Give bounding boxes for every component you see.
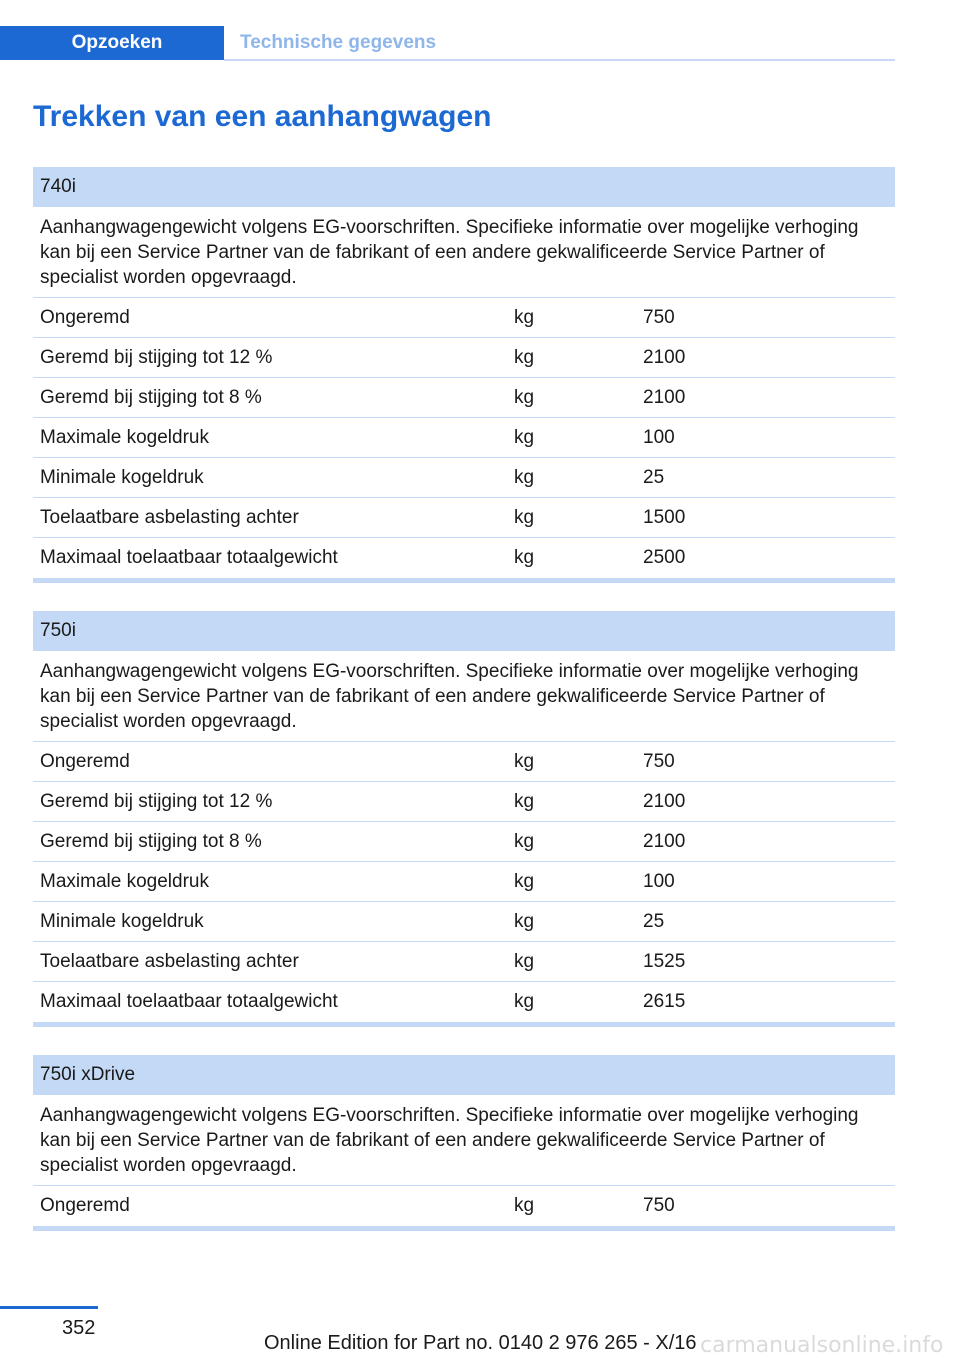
row-value: 750 <box>643 1195 675 1216</box>
table-row <box>33 538 895 578</box>
table-row <box>33 742 895 782</box>
row-unit: kg <box>514 547 535 568</box>
row-label: Geremd bij stijging tot 12 % <box>40 791 273 812</box>
row-value: 2100 <box>643 347 686 368</box>
page-number: 352 <box>62 1317 96 1339</box>
row-label: Geremd bij stijging tot 8 % <box>40 831 262 852</box>
header-rule <box>224 59 895 61</box>
row-value: 2100 <box>643 387 686 408</box>
row-unit: kg <box>514 871 535 892</box>
model-heading: 750i xDrive <box>33 1055 895 1095</box>
table-description: Aanhangwagengewicht volgens EG-voorschriften. Specifieke informatie over mogelijke verhoging kan bij een Service Partner van de fabrikant of een andere gekwalificeerde Service Partner of specialist worden opgevraagd. <box>33 651 895 742</box>
row-value: 1525 <box>643 951 686 972</box>
row-unit: kg <box>514 991 535 1012</box>
row-label: Toelaatbare asbelasting achter <box>40 507 299 528</box>
page-header <box>0 26 895 62</box>
row-label: Minimale kogeldruk <box>40 467 204 488</box>
page-title: Trekken van een aanhangwagen <box>33 100 492 133</box>
table-row <box>33 782 895 822</box>
footer-accent-line <box>0 1306 98 1309</box>
table-end-bar <box>33 1022 895 1027</box>
table-row <box>33 902 895 942</box>
table-row <box>33 378 895 418</box>
table-row <box>33 982 895 1022</box>
edition-text: Online Edition for Part no. 0140 2 976 265 - X/16 <box>264 1332 697 1354</box>
table-row <box>33 942 895 982</box>
row-unit: kg <box>514 831 535 852</box>
row-unit: kg <box>514 951 535 972</box>
table-end-bar <box>33 1226 895 1231</box>
row-value: 750 <box>643 751 675 772</box>
row-label: Geremd bij stijging tot 12 % <box>40 347 273 368</box>
row-label: Maximaal toelaatbaar totaalgewicht <box>40 991 338 1012</box>
row-unit: kg <box>514 347 535 368</box>
row-label: Geremd bij stijging tot 8 % <box>40 387 262 408</box>
row-label: Maximaal toelaatbaar totaalgewicht <box>40 547 338 568</box>
row-value: 100 <box>643 427 675 448</box>
row-label: Ongeremd <box>40 751 130 772</box>
table-row <box>33 458 895 498</box>
tab-technische-gegevens[interactable]: Technische gegevens <box>240 32 437 53</box>
table-row <box>33 862 895 902</box>
row-label: Maximale kogeldruk <box>40 871 209 892</box>
row-value: 750 <box>643 307 675 328</box>
model-heading: 750i <box>33 611 895 651</box>
row-label: Minimale kogeldruk <box>40 911 204 932</box>
row-unit: kg <box>514 751 535 772</box>
row-value: 100 <box>643 871 675 892</box>
row-unit: kg <box>514 911 535 932</box>
row-value: 2100 <box>643 791 686 812</box>
row-value: 2615 <box>643 991 686 1012</box>
watermark: carmanualsonline.info <box>700 1333 944 1358</box>
table-row <box>33 822 895 862</box>
spec-table-750i-xdrive <box>33 1055 895 1231</box>
row-value: 1500 <box>643 507 686 528</box>
row-unit: kg <box>514 307 535 328</box>
row-unit: kg <box>514 467 535 488</box>
table-row <box>33 298 895 338</box>
row-label: Ongeremd <box>40 307 130 328</box>
table-row <box>33 418 895 458</box>
spec-table-740i <box>33 167 895 583</box>
row-value: 2100 <box>643 831 686 852</box>
row-unit: kg <box>514 387 535 408</box>
table-row <box>33 498 895 538</box>
row-unit: kg <box>514 1195 535 1216</box>
table-row <box>33 1186 895 1226</box>
table-row <box>33 338 895 378</box>
tab-opzoeken[interactable]: Opzoeken <box>0 26 224 60</box>
row-label: Maximale kogeldruk <box>40 427 209 448</box>
row-value: 25 <box>643 911 665 932</box>
row-value: 2500 <box>643 547 686 568</box>
row-label: Ongeremd <box>40 1195 130 1216</box>
row-value: 25 <box>643 467 665 488</box>
table-description: Aanhangwagengewicht volgens EG-voorschriften. Specifieke informatie over mogelijke verhoging kan bij een Service Partner van de fabrikant of een andere gekwalificeerde Service Partner of specialist worden opgevraagd. <box>33 207 895 298</box>
row-unit: kg <box>514 791 535 812</box>
row-unit: kg <box>514 507 535 528</box>
model-heading: 740i <box>33 167 895 207</box>
spec-table-750i <box>33 611 895 1027</box>
table-description: Aanhangwagengewicht volgens EG-voorschriften. Specifieke informatie over mogelijke verhoging kan bij een Service Partner van de fabrikant of een andere gekwalificeerde Service Partner of specialist worden opgevraagd. <box>33 1095 895 1186</box>
row-label: Toelaatbare asbelasting achter <box>40 951 299 972</box>
row-unit: kg <box>514 427 535 448</box>
table-end-bar <box>33 578 895 583</box>
